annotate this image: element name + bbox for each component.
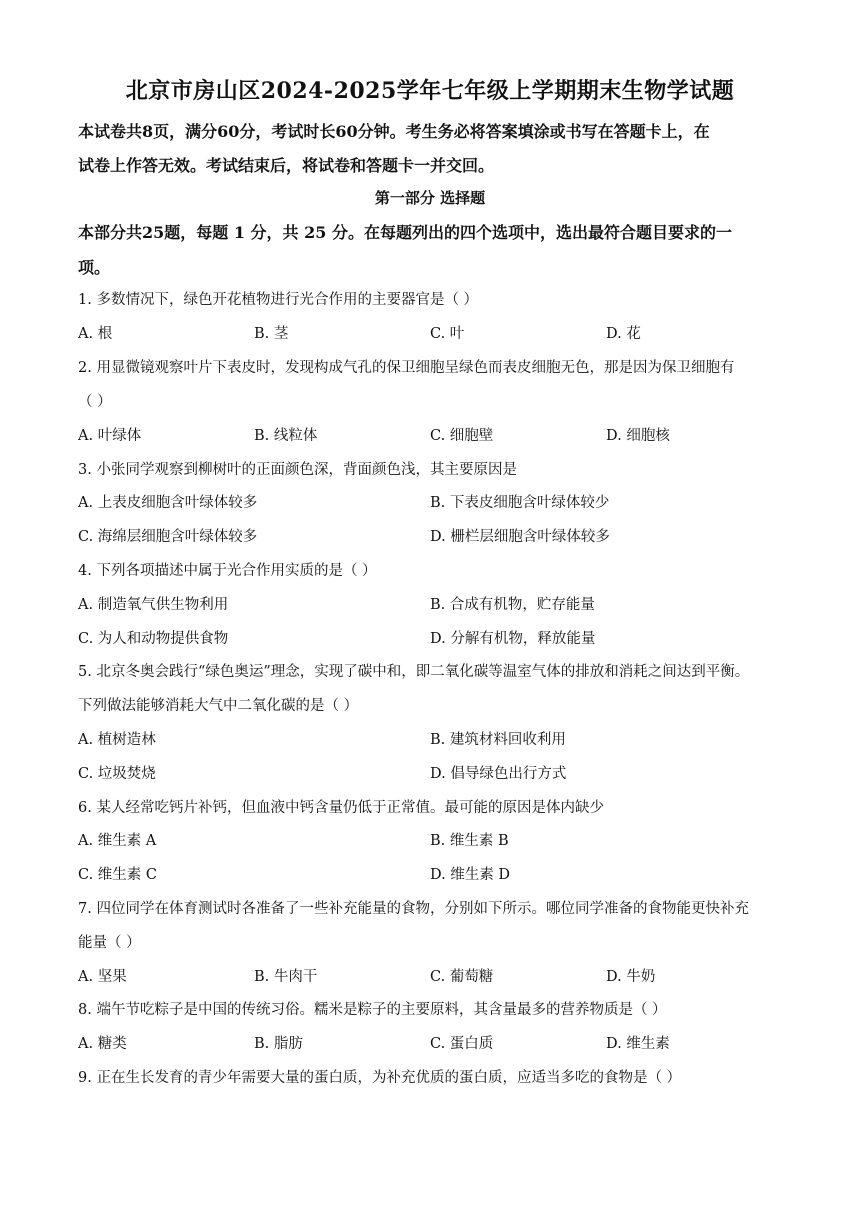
q1-option-b: B. 茎 [254,326,289,342]
q7-option-a: A. 坚果 [78,969,127,985]
q6-option-b: B. 维生素 B [430,833,509,849]
question-2-cont: （ ） [78,394,112,410]
page-title: 北京市房山区2024-2025学年七年级上学期期末生物学试题 [125,78,735,104]
q2-option-c: C. 细胞壁 [430,428,494,444]
intro-line-1: 本试卷共8页，满分60分，考试时长60分钟。考生务必将答案填涂或书写在答题卡上，在 [78,122,710,141]
q8-option-a: A. 糖类 [78,1036,127,1052]
q2-option-b: B. 线粒体 [254,428,318,444]
question-9: 9. 正在生长发育的青少年需要大量的蛋白质，为补充优质的蛋白质，应适当多吃的食物是（ ） [78,1070,682,1086]
q5-option-b: B. 建筑材料回收利用 [430,732,566,748]
question-8: 8. 端午节吃粽子是中国的传统习俗。糯米是粽子的主要原料，其含量最多的营养物质是（ ） [78,1002,667,1018]
question-2: 2. 用显微镜观察叶片下表皮时，发现构成气孔的保卫细胞呈绿色而表皮细胞无色，那是因为保卫细胞有 [78,360,735,376]
q4-option-d: D. 分解有机物，释放能量 [430,631,596,647]
question-7: 7. 四位同学在体育测试时各准备了一些补充能量的食物，分别如下所示。哪位同学准备的食物能更快补充 [78,901,749,917]
q3-option-a: A. 上表皮细胞含叶绿体较多 [78,495,258,511]
question-1: 1. 多数情况下，绿色开花植物进行光合作用的主要器官是（ ） [78,292,479,308]
q1-option-c: C. 叶 [430,326,465,342]
question-5: 5. 北京冬奥会践行“绿色奥运”理念，实现了碳中和，即二氧化碳等温室气体的排放和消耗之间达到平衡。 [78,664,750,680]
q8-option-d: D. 维生素 [606,1036,670,1052]
q8-option-c: C. 蛋白质 [430,1036,494,1052]
section-intro-line-2: 项。 [78,258,111,277]
q4-option-a: A. 制造氧气供生物利用 [78,597,229,613]
q7-option-c: C. 葡萄糖 [430,969,494,985]
q4-option-b: B. 合成有机物，贮存能量 [430,597,595,613]
q1-option-d: D. 花 [606,326,641,342]
question-5-cont: 下列做法能够消耗大气中二氧化碳的是（ ） [78,698,359,714]
q6-option-a: A. 维生素 A [78,833,157,849]
q8-option-b: B. 脂肪 [254,1036,303,1052]
q1-option-a: A. 根 [78,326,113,342]
question-7-cont: 能量（ ） [78,935,141,951]
q2-option-d: D. 细胞核 [606,428,670,444]
question-4: 4. 下列各项描述中属于光合作用实质的是（ ） [78,563,377,579]
section-title: 第一部分 选择题 [374,189,486,207]
question-6: 6. 某人经常吃钙片补钙，但血液中钙含量仍低于正常值。最可能的原因是体内缺少 [78,800,604,816]
q4-option-c: C. 为人和动物提供食物 [78,631,229,647]
q3-option-d: D. 栅栏层细胞含叶绿体较多 [430,529,610,545]
q5-option-a: A. 植树造林 [78,732,156,748]
q6-option-d: D. 维生素 D [430,867,511,883]
q5-option-d: D. 倡导绿色出行方式 [430,766,567,782]
q2-option-a: A. 叶绿体 [78,428,142,444]
q7-option-d: D. 牛奶 [606,969,656,985]
q6-option-c: C. 维生素 C [78,867,157,883]
q3-option-c: C. 海绵层细胞含叶绿体较多 [78,529,258,545]
question-3: 3. 小张同学观察到柳树叶的正面颜色深，背面颜色浅，其主要原因是 [78,462,517,478]
q3-option-b: B. 下表皮细胞含叶绿体较少 [430,495,610,511]
q7-option-b: B. 牛肉干 [254,969,318,985]
q5-option-c: C. 垃圾焚烧 [78,766,156,782]
section-intro-line-1: 本部分共25题，每题 1 分，共 25 分。在每题列出的四个选项中，选出最符合题目要求的一 [78,223,732,242]
intro-line-2: 试卷上作答无效。考试结束后，将试卷和答题卡一并交回。 [78,156,495,175]
